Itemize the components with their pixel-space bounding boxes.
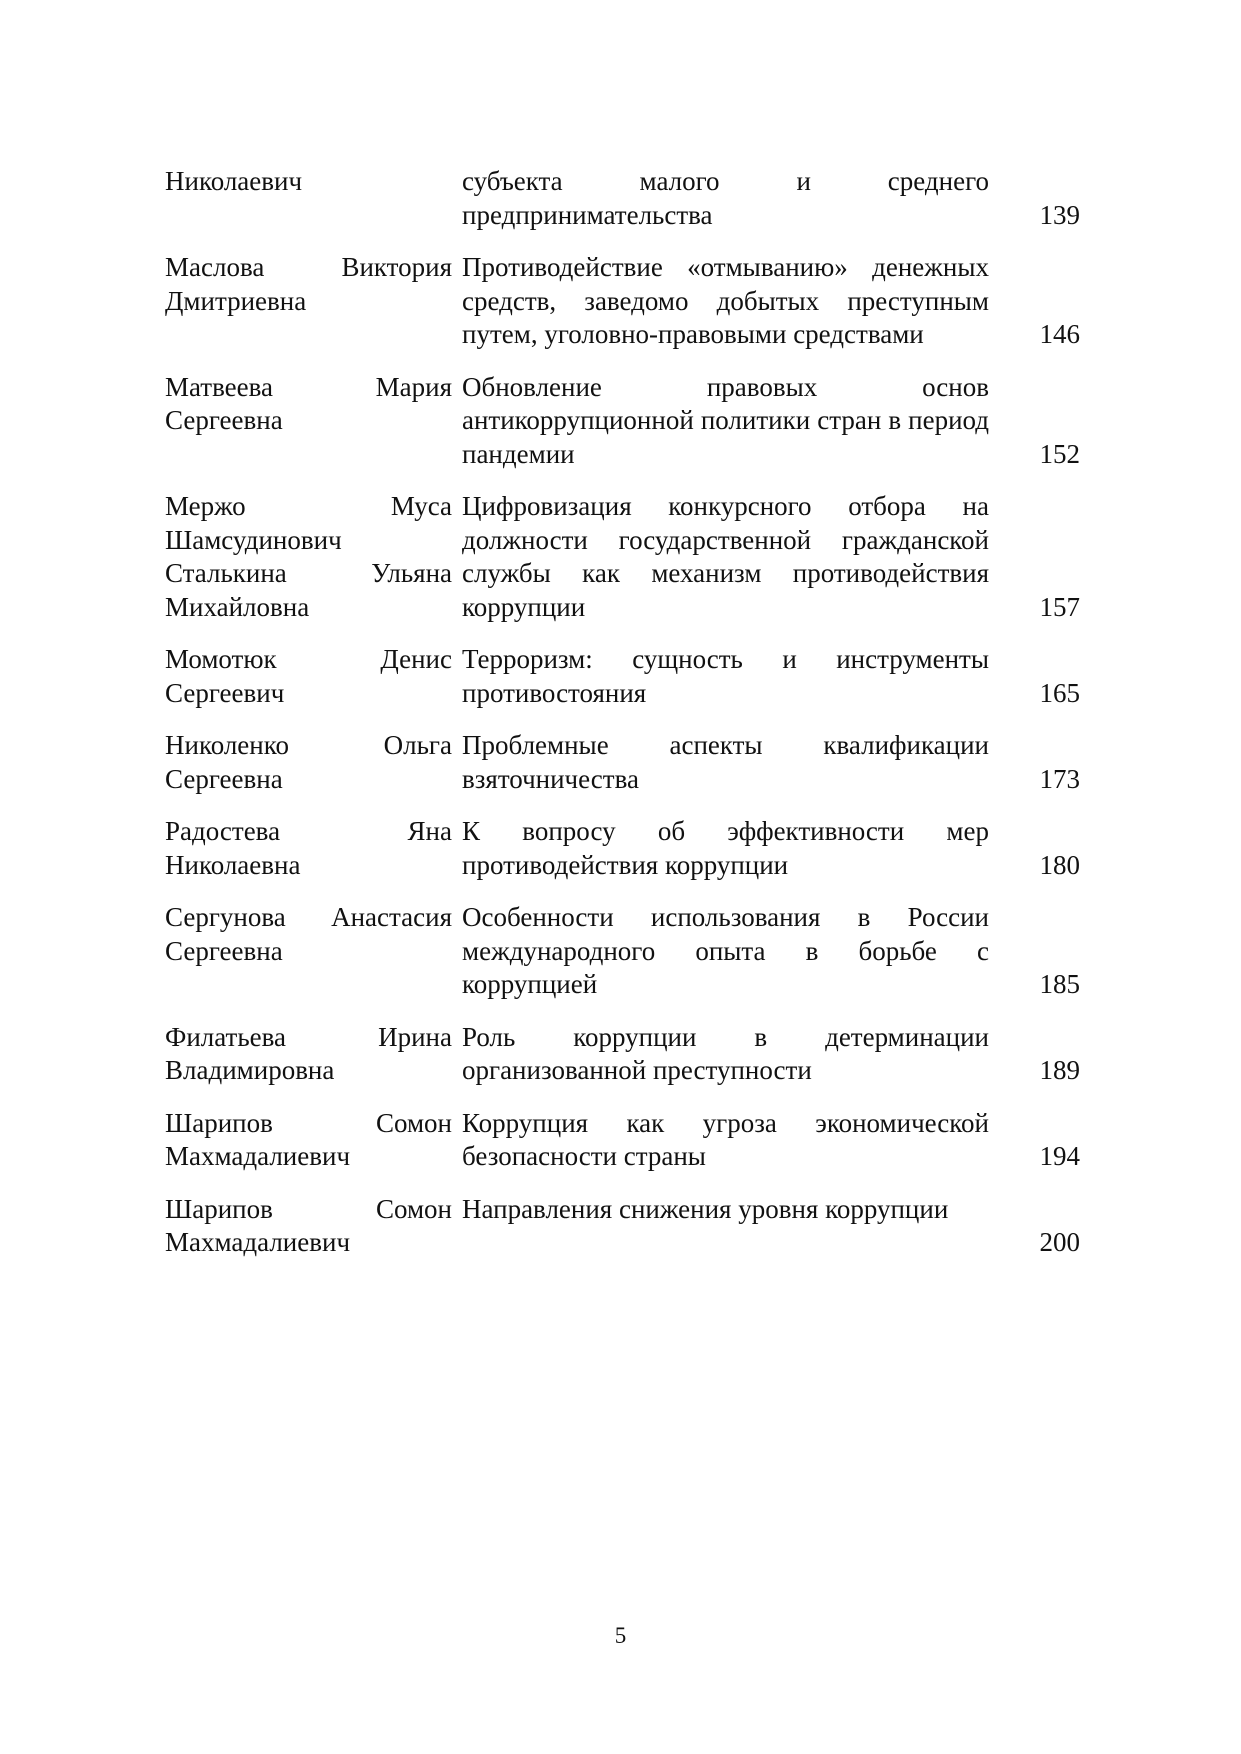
toc-author: [165, 1107, 452, 1174]
toc-author-line: Мержо Муса: [165, 491, 452, 521]
toc-author-line: Сергеевич: [165, 677, 285, 708]
toc-title: Обновление правовых основ антикоррупционной политики стран в период пандемии: [462, 371, 989, 469]
toc-author-line: Момотюк Денис: [165, 644, 452, 674]
toc-title: Проблемные аспекты квалификации взяточничества: [462, 730, 989, 794]
table-of-contents: [165, 165, 1080, 1279]
toc-author: [165, 165, 452, 232]
toc-author-line: Шарипов Сомон: [165, 1107, 452, 1138]
toc-entry: [165, 165, 1080, 232]
toc-page-number: 200: [1039, 1227, 1080, 1257]
page-footer-number: 5: [614, 1623, 627, 1648]
toc-author-line: Сергеевна: [165, 935, 283, 966]
toc-entry: [165, 1193, 1080, 1260]
toc-author-line: Филатьева Ирина: [165, 1021, 452, 1052]
toc-author-line: Сергеевна: [165, 405, 283, 435]
toc-page-number: 139: [1039, 199, 1080, 230]
toc-author: [165, 643, 452, 710]
toc-author: [165, 901, 452, 1002]
toc-title: Направления снижения уровня коррупции: [462, 1193, 949, 1224]
toc-author: [165, 729, 452, 796]
toc-entry: [165, 251, 1080, 352]
toc-author-line: Махмадалиевич: [165, 1141, 351, 1171]
toc-author-line: Дмитриевна: [165, 285, 307, 316]
toc-author-line: Михайловна: [165, 591, 310, 622]
toc-author-line: Маслова Виктория: [165, 252, 452, 282]
toc-title: К вопросу об эффективности мер противодействия коррупции: [462, 816, 989, 880]
toc-title: Роль коррупции в детерминации организованной преступности: [462, 1021, 989, 1085]
toc-entry: [165, 901, 1080, 1002]
toc-page-number: 152: [1039, 438, 1080, 469]
toc-author-line: Шамсудинович: [165, 524, 342, 555]
toc-entry: [165, 729, 1080, 796]
toc-author-line: Матвеева Мария: [165, 371, 452, 402]
toc-page-number: 189: [1039, 1055, 1080, 1085]
toc-page-number: 173: [1039, 763, 1080, 794]
toc-entry: [165, 1107, 1080, 1174]
toc-title: Противодействие «отмыванию» денежных средств, заведомо добытых преступным путем, уголовно-правовыми средствами: [462, 252, 989, 349]
toc-author-line: Сергеевна: [165, 763, 283, 794]
toc-entry: [165, 815, 1080, 882]
toc-author-line: Радостева Яна: [165, 816, 452, 846]
toc-author-line: Владимировна: [165, 1055, 335, 1085]
toc-page-number: 146: [1039, 319, 1080, 349]
toc-author: [165, 815, 452, 882]
toc-entry: [165, 490, 1080, 624]
toc-author-line: Николаевна: [165, 849, 301, 880]
toc-author: [165, 251, 452, 352]
toc-author: [165, 490, 452, 624]
toc-entry: [165, 371, 1080, 472]
toc-page-number: 180: [1039, 849, 1080, 880]
toc-title: Цифровизация конкурсного отбора на должности государственной гражданской службы как механизм противодействия коррупции: [462, 491, 989, 622]
toc-author-line: Николаевич: [165, 166, 303, 196]
toc-author-line: Николенко Ольга: [165, 730, 452, 760]
toc-page-number: 165: [1039, 677, 1080, 708]
toc-page-number: 194: [1039, 1141, 1080, 1171]
toc-author: [165, 1021, 452, 1088]
toc-page-number: 157: [1039, 591, 1080, 622]
toc-title: Особенности использования в России международного опыта в борьбе с коррупцией: [462, 902, 989, 999]
toc-author-line: Сергунова Анастасия: [165, 902, 452, 932]
toc-title: Терроризм: сущность и инструменты противостояния: [462, 644, 989, 708]
toc-title: субъекта малого и среднего предпринимательства: [462, 166, 989, 230]
toc-author: [165, 1193, 452, 1260]
toc-author-line: Шарипов Сомон: [165, 1193, 452, 1224]
toc-author: [165, 371, 452, 472]
toc-title: Коррупция как угроза экономической безопасности страны: [462, 1107, 989, 1171]
toc-entry: [165, 1021, 1080, 1088]
toc-author-line: Сталькина Ульяна: [165, 558, 452, 588]
toc-author-line: Махмадалиевич: [165, 1227, 351, 1257]
toc-entry: [165, 643, 1080, 710]
toc-page-number: 185: [1039, 969, 1080, 999]
